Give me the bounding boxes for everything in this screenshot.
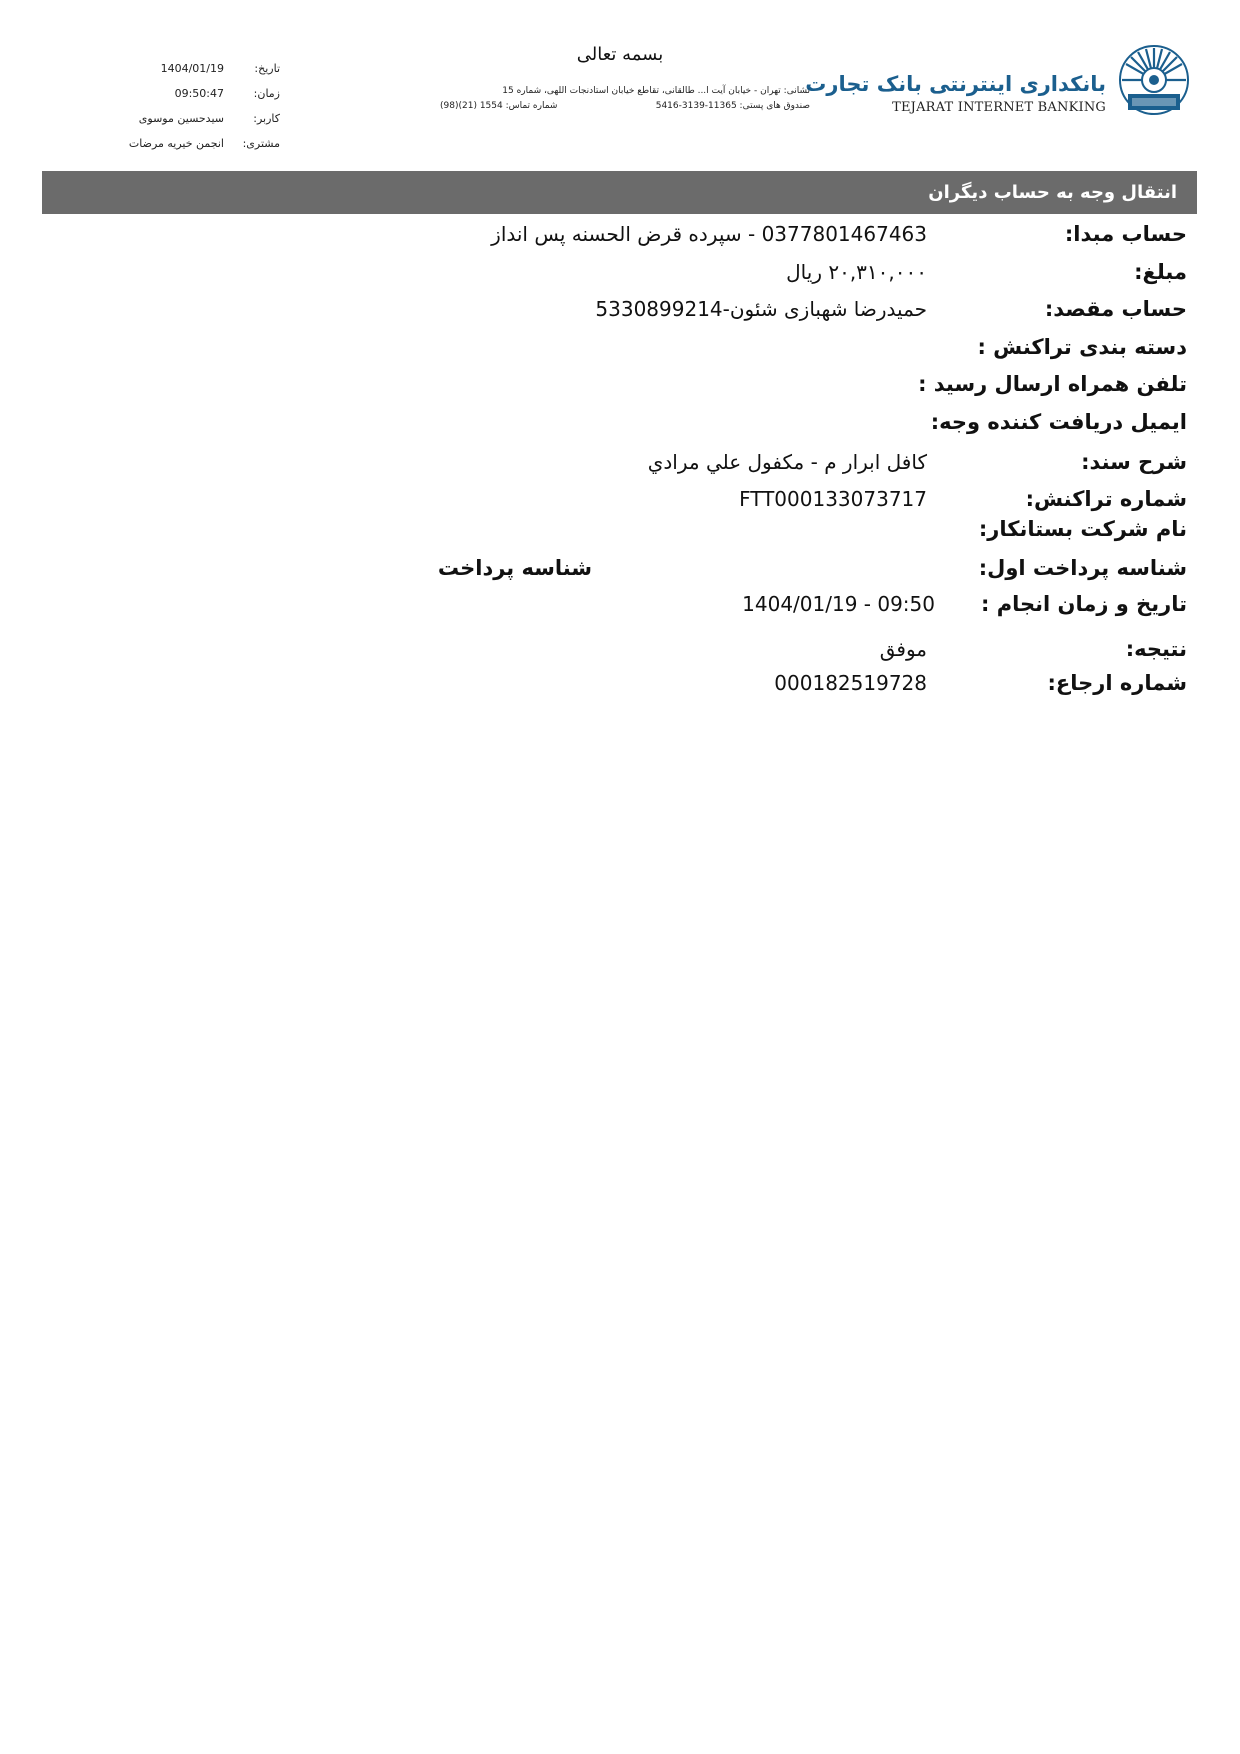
field-mobile [42,372,1197,402]
field-transaction-number [42,487,1197,517]
section-title: انتقال وجه به حساب دیگران [928,182,1177,203]
field-label: حساب مقصد: [1044,297,1187,321]
field-creditor-company [42,517,1197,547]
field-label: مبلغ: [1134,260,1187,284]
field-label: نتیجه: [1125,637,1187,661]
field-label: شماره ارجاع: [1047,671,1187,695]
meta-time-value: 09:50:47 [174,87,224,100]
meta-time [100,87,280,112]
contact-row [440,99,810,114]
field-label: شرح سند: [1081,450,1187,474]
meta-user [100,112,280,137]
field-label: دسته بندی تراکنش : [977,335,1187,359]
field-reference [42,671,1197,701]
field-label: حساب مبدا: [1064,222,1187,246]
meta-customer-label: مشتری: [242,137,280,150]
field-value: FTT000133073717 [739,487,927,511]
meta-time-label: زمان: [253,87,280,100]
bank-seal-icon [1118,44,1190,116]
field-value: ۲۰,۳۱۰,۰۰۰ ریال [786,260,927,284]
field-label: نام شرکت بستانکار: [978,517,1187,541]
bank-name-fa: بانکداری اینترنتی بانک تجارت [805,72,1106,96]
field-value: كافل ابرار م - مكفول علي مرادي [647,450,927,474]
field-value: 0377801467463 - سپرده قرض الحسنه پس انداز [491,222,927,246]
field-label: تلفن همراه ارسال رسید : [918,372,1187,396]
meta-user-label: کاربر: [253,112,280,125]
field-datetime [42,592,1197,622]
field-payment-id [42,556,1197,586]
field-label: تاریخ و زمان انجام : [981,592,1187,616]
field-value: 1404/01/19 - 09:50 [742,592,935,616]
meta-date-label: تاریخ: [254,62,280,75]
field-value: شناسه پرداخت [437,556,592,580]
section-title-bar [42,171,1197,214]
bank-logo [805,44,1190,124]
basmala-heading: بسمه تعالی [576,44,664,65]
bank-name-en: TEJARAT INTERNET BANKING [892,100,1106,115]
field-destination-account [42,297,1197,327]
field-value: حمیدرضا شهبازی شئون-5330899214 [595,297,927,321]
meta-info [100,62,280,162]
meta-customer [100,137,280,162]
field-amount [42,260,1197,290]
field-label: شناسه پرداخت اول: [978,556,1187,580]
bank-address [440,84,810,114]
meta-user-value: سیدحسین موسوی [138,112,224,125]
address-line: نشانی: تهران - خیابان آیت ا... طالقانی، تقاطع خیابان استادنجات اللهی، شماره 15 [502,86,810,96]
meta-customer-value: انجمن خیریه مرضات [128,137,224,150]
field-value: 000182519728 [774,671,927,695]
field-category [42,335,1197,365]
field-description [42,450,1197,480]
field-value: موفق [879,637,927,661]
meta-date-value: 1404/01/19 [160,62,224,75]
po-box: صندوق های پستی: 11365-3139-5416 [655,101,810,111]
field-label: ایمیل دریافت کننده وجه: [930,410,1187,434]
field-label: شماره تراکنش: [1025,487,1187,511]
field-email [42,410,1197,440]
phone: شماره تماس: 1554 (21)(98) [440,101,558,111]
field-result [42,637,1197,667]
field-source-account [42,222,1197,252]
meta-date [100,62,280,87]
